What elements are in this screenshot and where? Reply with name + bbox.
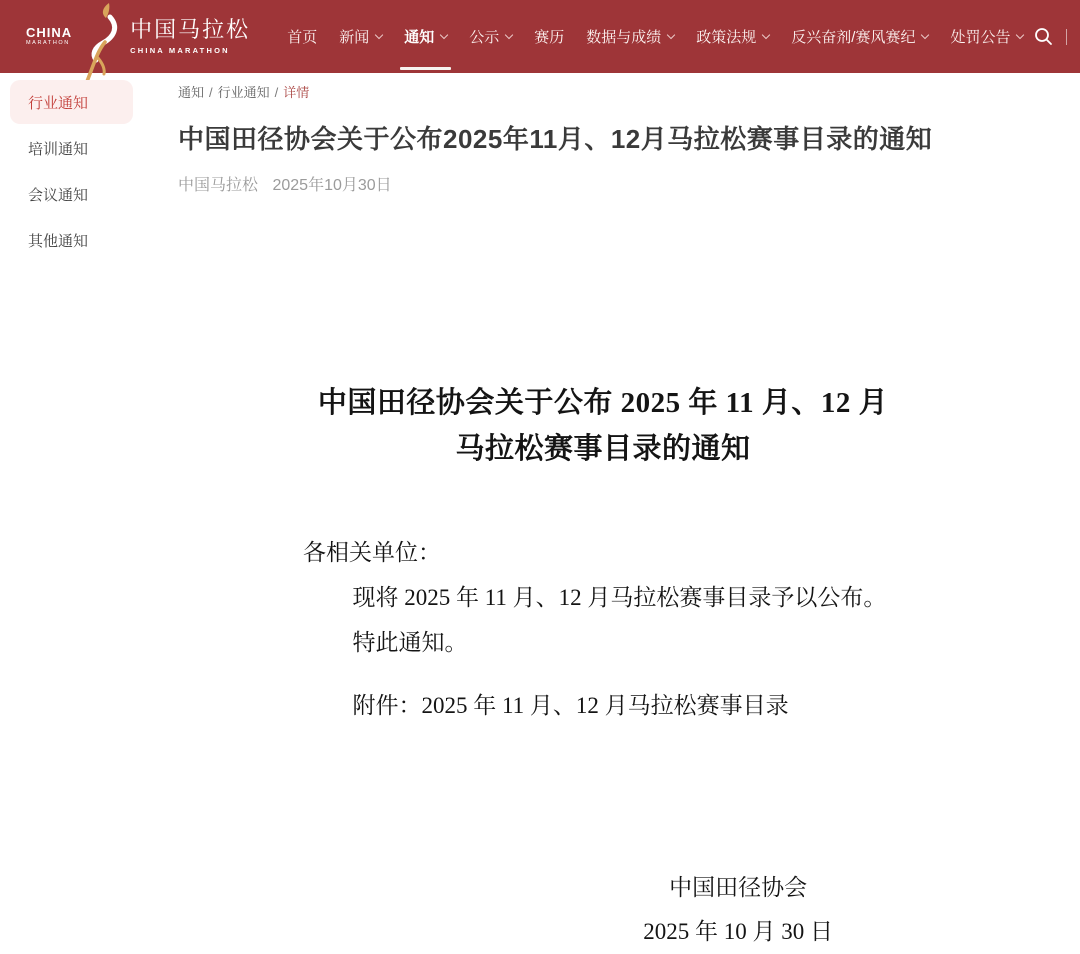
nav-item-antidoping[interactable]: 反兴奋剂/赛风赛纪 — [780, 0, 939, 73]
chevron-down-icon — [921, 30, 929, 38]
document-sign-date: 2025 年 10 月 30 日 — [643, 919, 833, 944]
article-date: 2025年10月30日 — [272, 177, 392, 194]
chevron-down-icon — [1016, 30, 1024, 38]
official-document — [303, 380, 903, 954]
brand-names — [130, 16, 251, 55]
document-title — [303, 380, 903, 472]
document-signature-block — [643, 866, 833, 954]
logo-text-china: CHINA — [26, 25, 73, 41]
sidebar-item-meeting-notice[interactable]: 会议通知 — [28, 186, 89, 204]
brand-logo[interactable] — [26, 0, 250, 73]
sidebar — [0, 73, 165, 264]
brand-logo-stacked-text — [26, 26, 72, 47]
brand-name-cn: 中国马拉松 — [130, 16, 251, 42]
breadcrumb-link-notice[interactable]: 通知 — [178, 85, 205, 100]
article-source: 中国马拉松 — [178, 177, 259, 194]
breadcrumb — [178, 73, 1050, 101]
nav-item-policy[interactable]: 政策法规 — [685, 0, 780, 73]
document-attachment: 附件：2025 年 11 月、12 月马拉松赛事目录 — [352, 693, 789, 718]
document-salutation: 各相关单位： — [303, 540, 441, 565]
article-meta — [178, 172, 1050, 195]
sidebar-item-training-notice[interactable]: 培训通知 — [28, 140, 89, 158]
main-nav — [276, 0, 1034, 73]
breadcrumb-link-industry-notice[interactable]: 行业通知 — [217, 85, 270, 100]
page-title: 中国田径协会关于公布2025年11月、12月马拉松赛事目录的通知 — [178, 124, 933, 154]
sidebar-item-other-notice[interactable]: 其他通知 — [28, 232, 89, 250]
runner-logo-icon — [76, 0, 122, 73]
document-paragraph: 特此通知。 — [352, 630, 468, 655]
chevron-down-icon — [762, 30, 770, 38]
chevron-down-icon — [505, 30, 513, 38]
breadcrumb-current: 详情 — [283, 85, 310, 100]
header-actions — [1034, 25, 1080, 48]
document-title-line1: 中国田径协会关于公布 2025 年 11 月、12 月 — [317, 387, 889, 419]
breadcrumb-separator: / — [274, 85, 279, 100]
sidebar-item-industry-notice[interactable]: 行业通知 — [10, 80, 133, 124]
nav-item-calendar[interactable]: 赛历 — [534, 29, 565, 46]
search-icon[interactable] — [1034, 27, 1053, 46]
nav-item-announcement[interactable]: 公示 — [458, 0, 523, 73]
nav-item-news[interactable]: 新闻 — [328, 0, 393, 73]
nav-item-penalty[interactable]: 处罚公告 — [939, 0, 1034, 73]
breadcrumb-separator: / — [209, 85, 213, 100]
chevron-down-icon — [667, 30, 675, 38]
nav-item-home[interactable]: 首页 — [287, 29, 318, 46]
header-divider — [1066, 29, 1067, 45]
main-content — [178, 73, 1050, 954]
logo-text-marathon: MARATHON — [26, 40, 70, 47]
header — [0, 0, 1080, 73]
brand-name-en: CHINA MARATHON — [130, 45, 230, 55]
chevron-down-icon — [375, 30, 383, 38]
chevron-down-icon — [440, 30, 448, 38]
document-paragraph: 现将 2025 年 11 月、12 月马拉松赛事目录予以公布。 — [352, 585, 887, 610]
document-signature: 中国田径协会 — [669, 875, 808, 900]
document-title-line2: 马拉松赛事目录的通知 — [455, 433, 751, 465]
document-body — [303, 530, 903, 665]
nav-item-notice[interactable]: 通知 — [393, 0, 458, 73]
nav-item-data-results[interactable]: 数据与成绩 — [575, 0, 685, 73]
